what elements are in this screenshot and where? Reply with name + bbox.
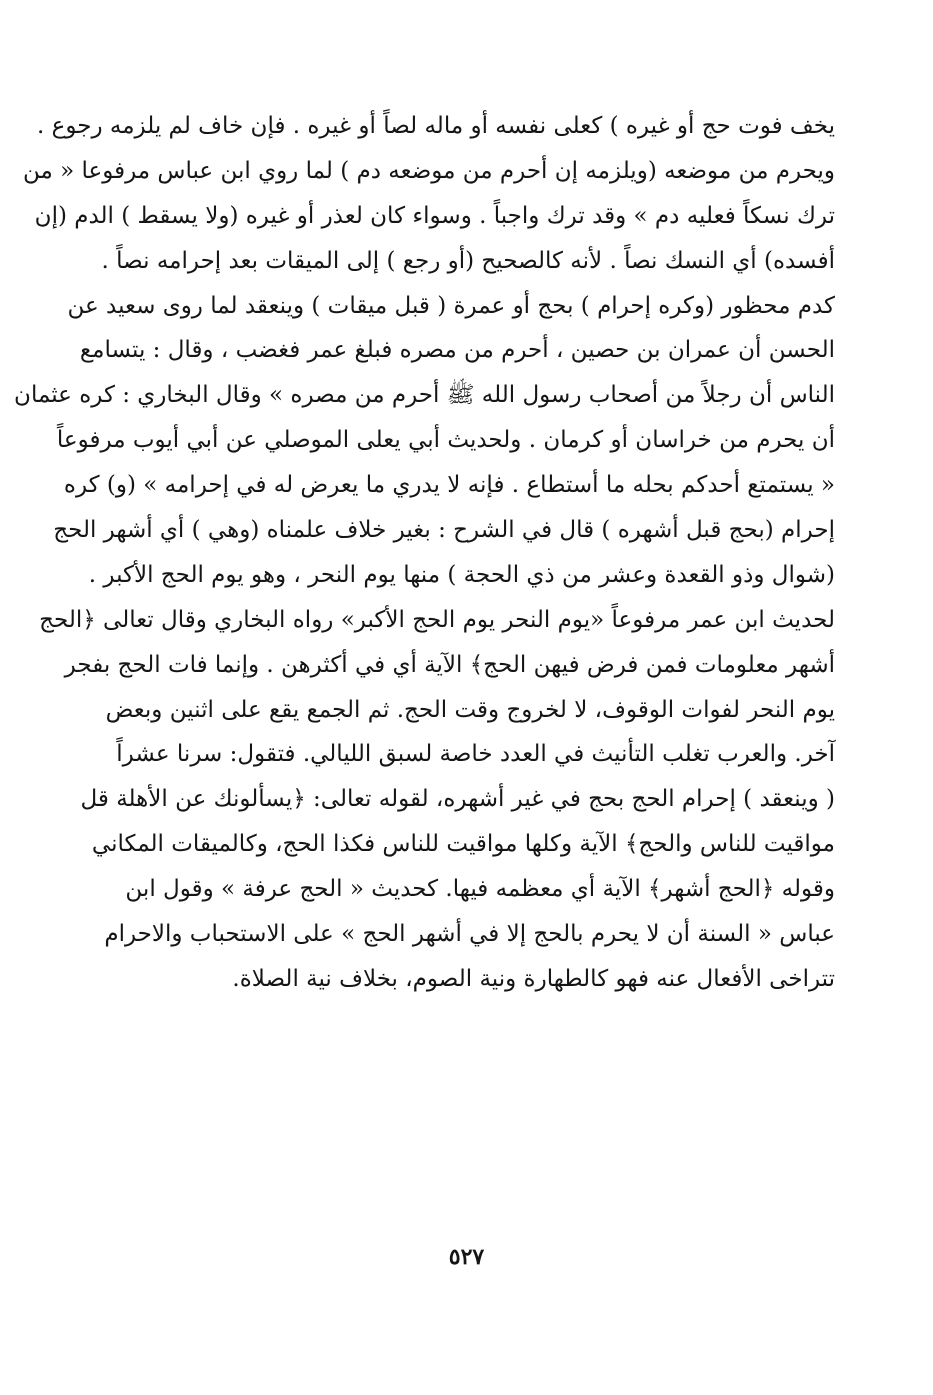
text-line: أشهر معلومات فمن فرض فيهن الحج﴾ الآية أي في أكثرهن . وإنما فات الحج بفجر: [64, 651, 835, 678]
page-number: ٥٢٧: [448, 1244, 485, 1270]
text-line: آخر. والعرب تغلب التأنيث في العدد خاصة لسبق الليالي. فتقول: سرنا عشراً: [116, 741, 835, 768]
body-text: [14, 104, 835, 1002]
text-line: مواقيت للناس والحج﴾ الآية وكلها مواقيت للناس فكذا الحج، وكالميقات المكاني: [91, 831, 835, 858]
text-line: يخف فوت حج أو غيره ) كعلى نفسه أو ماله لصاً أو غيره . فإن خاف لم يلزمه رجوع .: [37, 113, 835, 139]
text-line: يوم النحر لفوات الوقوف، لا لخروج وقت الحج. ثم الجمع يقع على اثنين وبعض: [105, 696, 835, 723]
text-line: أن يحرم من خراسان أو كرمان . ولحديث أبي يعلى الموصلي عن أبي أيوب مرفوعاً: [56, 427, 835, 454]
text-line: ترك نسكاً فعليه دم » وقد ترك واجباً . وسواء كان لعذر أو غيره (ولا يسقط ) الدم (إن: [34, 202, 835, 229]
text-line: أفسده) أي النسك نصاً . لأنه كالصحيح (أو رجع ) إلى الميقات بعد إحرامه نصاً .: [101, 247, 835, 274]
text-line: ويحرم من موضعه (ويلزمه إن أحرم من موضعه دم ) لما روي ابن عباس مرفوعا « من: [22, 157, 835, 184]
text-line: عباس « السنة أن لا يحرم بالحج إلا في أشهر الحج » على الاستحباب والاحرام: [104, 921, 835, 948]
text-line: الناس أن رجلاً من أصحاب رسول الله ﷺ أحرم من مصره » وقال البخاري : كره عثمان: [14, 382, 835, 409]
text-line: لحديث ابن عمر مرفوعاً «يوم النحر يوم الحج الأكبر» رواه البخاري وقال تعالى ﴿الحج: [39, 606, 835, 633]
text-line: « يستمتع أحدكم بحله ما أستطاع . فإنه لا يدري ما يعرض له في إحرامه » (و) كره: [63, 472, 835, 499]
text-line: وقوله ﴿الحج أشهر﴾ الآية أي معظمه فيها. كحديث « الحج عرفة » وقول ابن: [125, 876, 835, 903]
text-line: إحرام (بحج قبل أشهره ) قال في الشرح : بغير خلاف علمناه (وهي ) أي أشهر الحج: [53, 517, 835, 544]
text-line: ( وينعقد ) إحرام الحج بحج في غير أشهره، لقوله تعالى: ﴿يسألونك عن الأهلة قل: [80, 786, 835, 813]
text-line: (شوال وذو القعدة وعشر من ذي الحجة ) منها يوم النحر ، وهو يوم الحج الأكبر .: [88, 561, 835, 588]
text-line: تتراخى الأفعال عنه فهو كالطهارة ونية الصوم، بخلاف نية الصلاة.: [232, 965, 835, 992]
text-line: الحسن أن عمران بن حصين ، أحرم من مصره فبلغ عمر فغضب ، وقال : يتسامع: [79, 337, 835, 364]
text-line: كدم محظور (وكره إحرام ) بحج أو عمرة ( قبل ميقات ) وينعقد لما روى سعيد عن: [67, 292, 835, 319]
